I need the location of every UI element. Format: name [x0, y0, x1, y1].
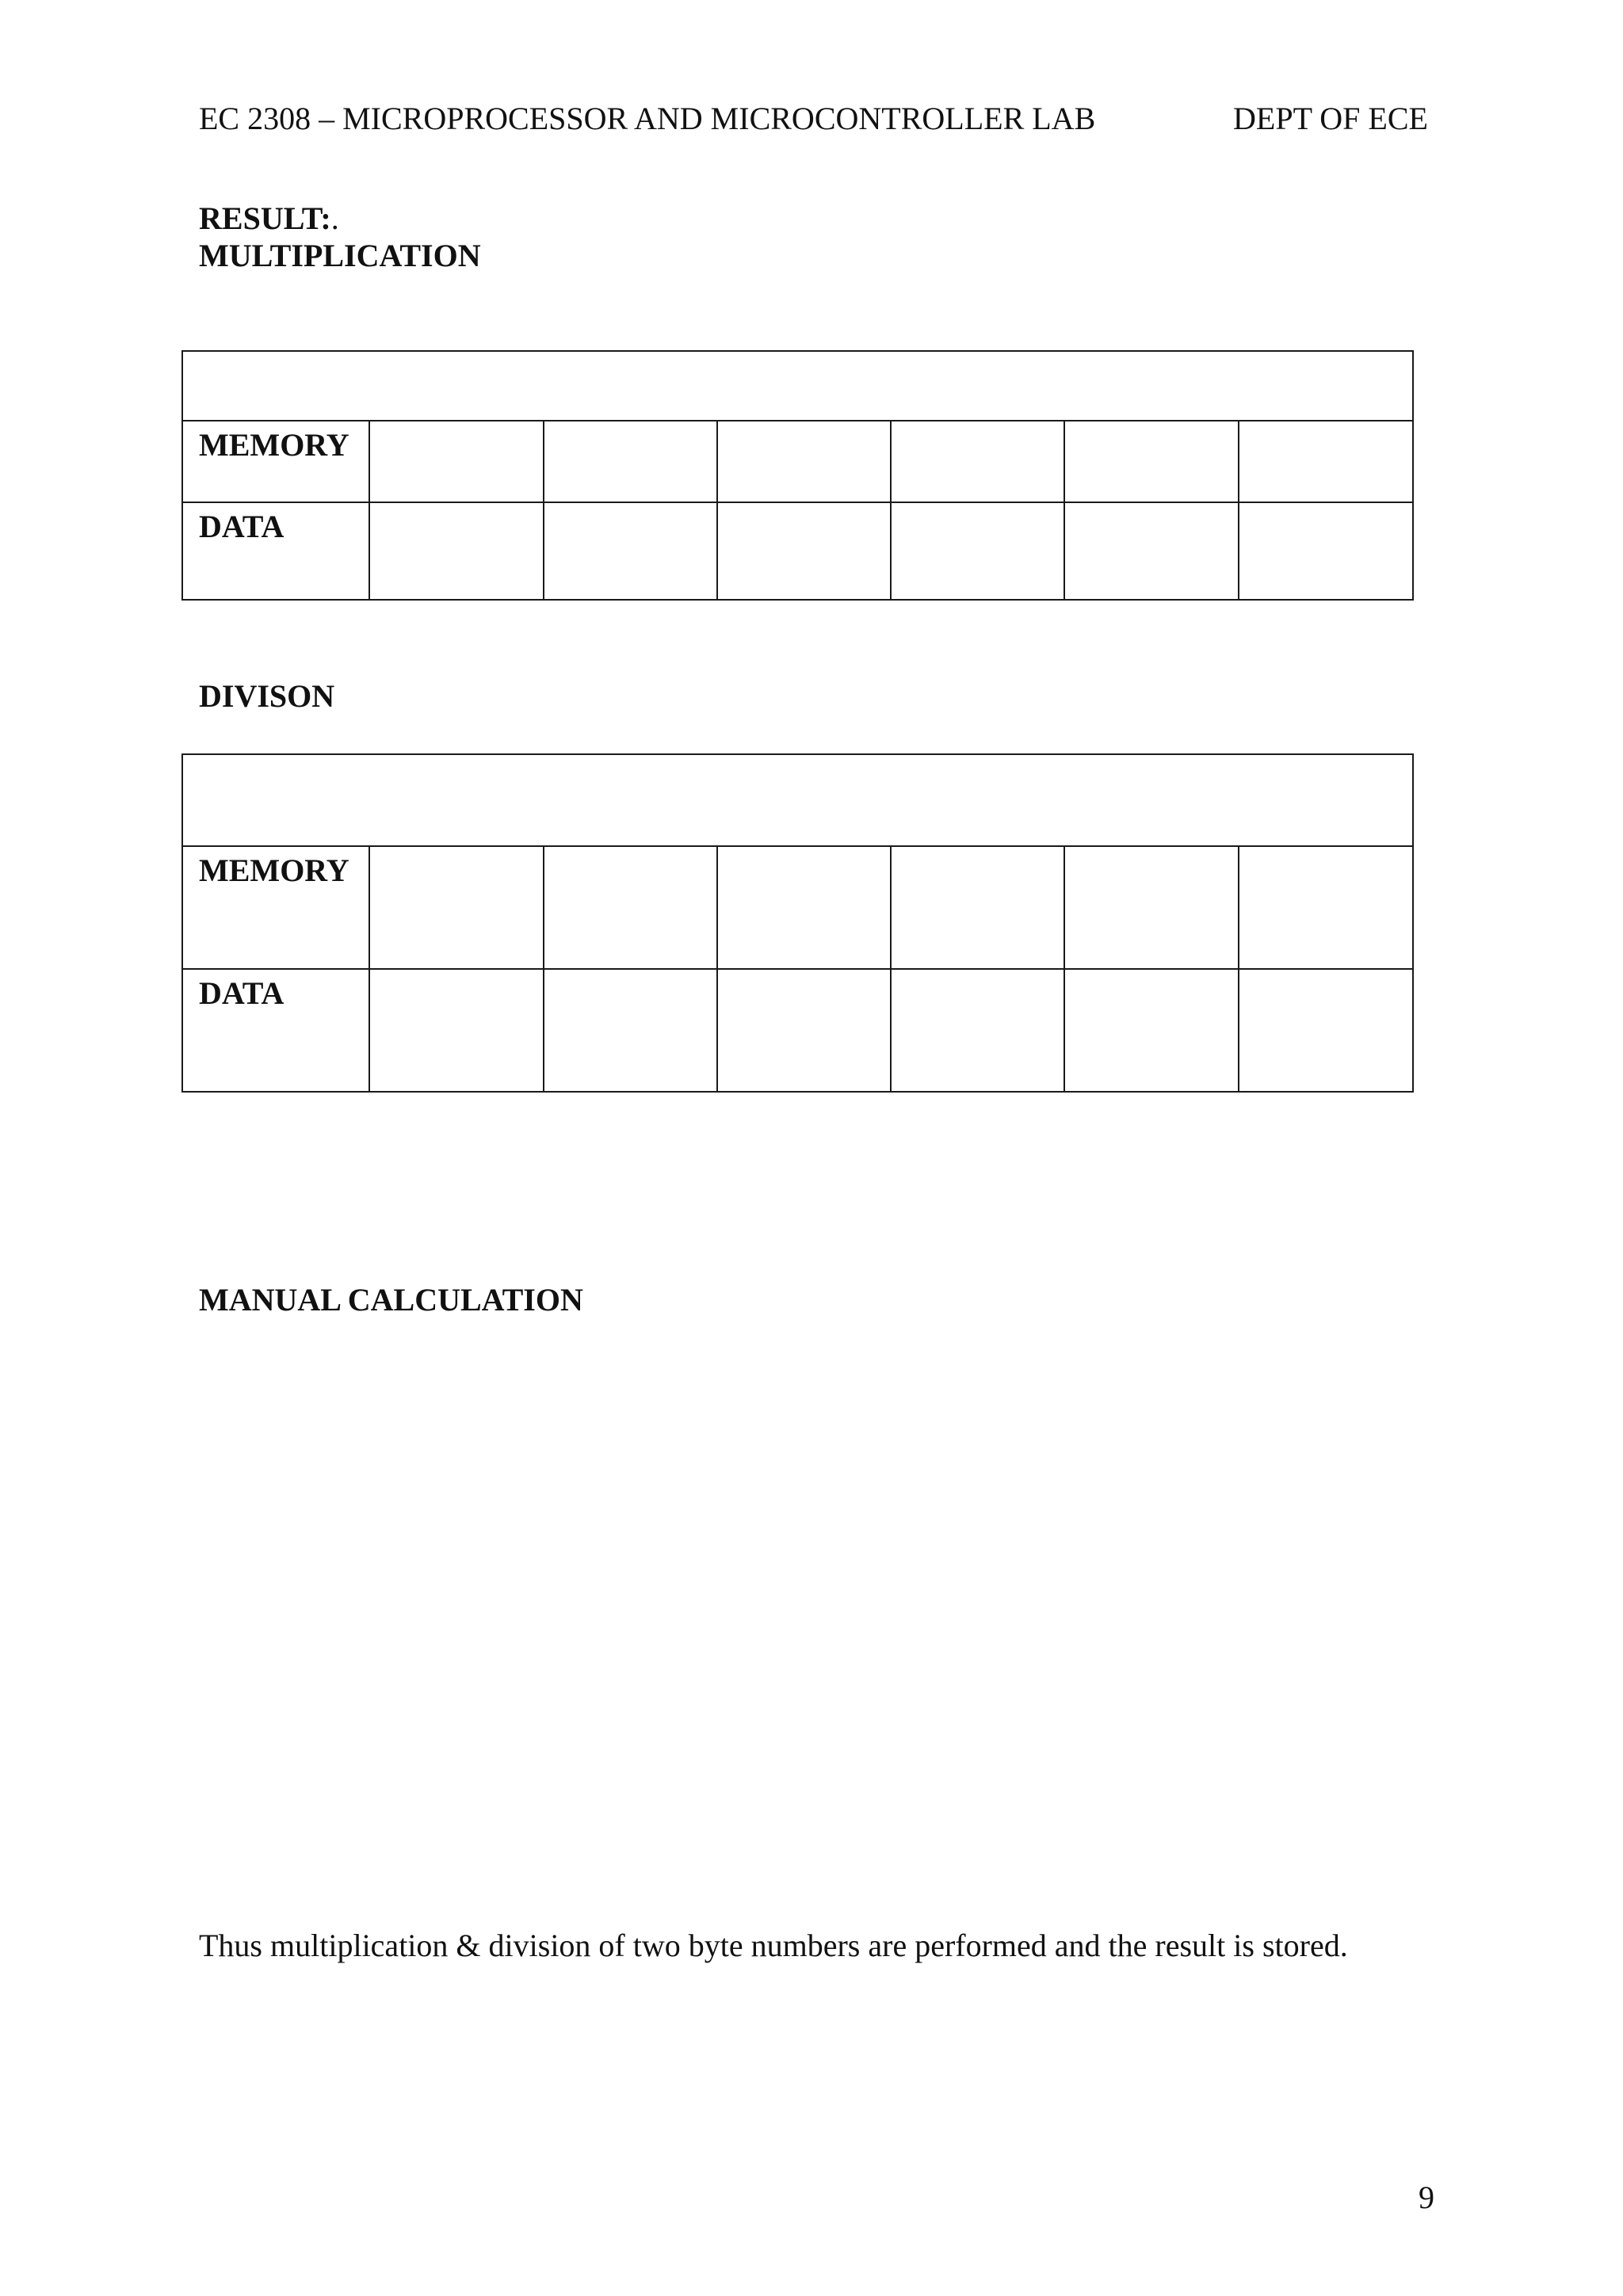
- data-cell: [717, 502, 891, 600]
- division-heading: DIVISON: [199, 678, 335, 714]
- conclusion-text: Thus multiplication & division of two byte numbers are performed and the result is stored.: [199, 1928, 1348, 1963]
- data-cell: [544, 969, 717, 1092]
- memory-cell: [891, 846, 1064, 969]
- memory-cell: [369, 846, 543, 969]
- table-title-row: [182, 754, 1413, 846]
- table-row: [182, 846, 1413, 969]
- memory-label: MEMORY: [182, 421, 369, 502]
- memory-cell: [717, 846, 891, 969]
- table-title-row: [182, 351, 1413, 421]
- data-label: DATA: [182, 969, 369, 1092]
- table-title-cell: [182, 351, 1413, 421]
- memory-cell: [544, 846, 717, 969]
- data-cell: [544, 502, 717, 600]
- course-title: EC 2308 – MICROPROCESSOR AND MICROCONTROLLER LAB: [199, 101, 1096, 136]
- division-table: [181, 753, 1414, 1093]
- table-row: [182, 969, 1413, 1092]
- data-cell: [369, 502, 543, 600]
- data-cell: [717, 969, 891, 1092]
- table-row: [182, 502, 1413, 600]
- table-row: [182, 421, 1413, 502]
- memory-cell: [717, 421, 891, 502]
- memory-cell: [1239, 846, 1413, 969]
- memory-cell: [1064, 846, 1238, 969]
- data-cell: [1239, 502, 1413, 600]
- data-cell: [891, 502, 1064, 600]
- manual-calculation-heading: MANUAL CALCULATION: [199, 1282, 583, 1318]
- table-title-cell: [182, 754, 1413, 846]
- result-label: RESULT:: [199, 200, 331, 236]
- data-cell: [1064, 502, 1238, 600]
- multiplication-heading: MULTIPLICATION: [199, 238, 481, 273]
- memory-cell: [1239, 421, 1413, 502]
- data-cell: [1064, 969, 1238, 1092]
- memory-cell: [1064, 421, 1238, 502]
- department-label: DEPT OF ECE: [1233, 101, 1428, 136]
- result-label-suffix: .: [330, 200, 339, 236]
- memory-cell: [369, 421, 543, 502]
- multiplication-table: [181, 350, 1414, 601]
- memory-label: MEMORY: [182, 846, 369, 969]
- memory-cell: [544, 421, 717, 502]
- data-cell: [1239, 969, 1413, 1092]
- memory-cell: [891, 421, 1064, 502]
- data-label: DATA: [182, 502, 369, 600]
- data-cell: [369, 969, 543, 1092]
- page-number: 9: [1419, 2180, 1434, 2215]
- data-cell: [891, 969, 1064, 1092]
